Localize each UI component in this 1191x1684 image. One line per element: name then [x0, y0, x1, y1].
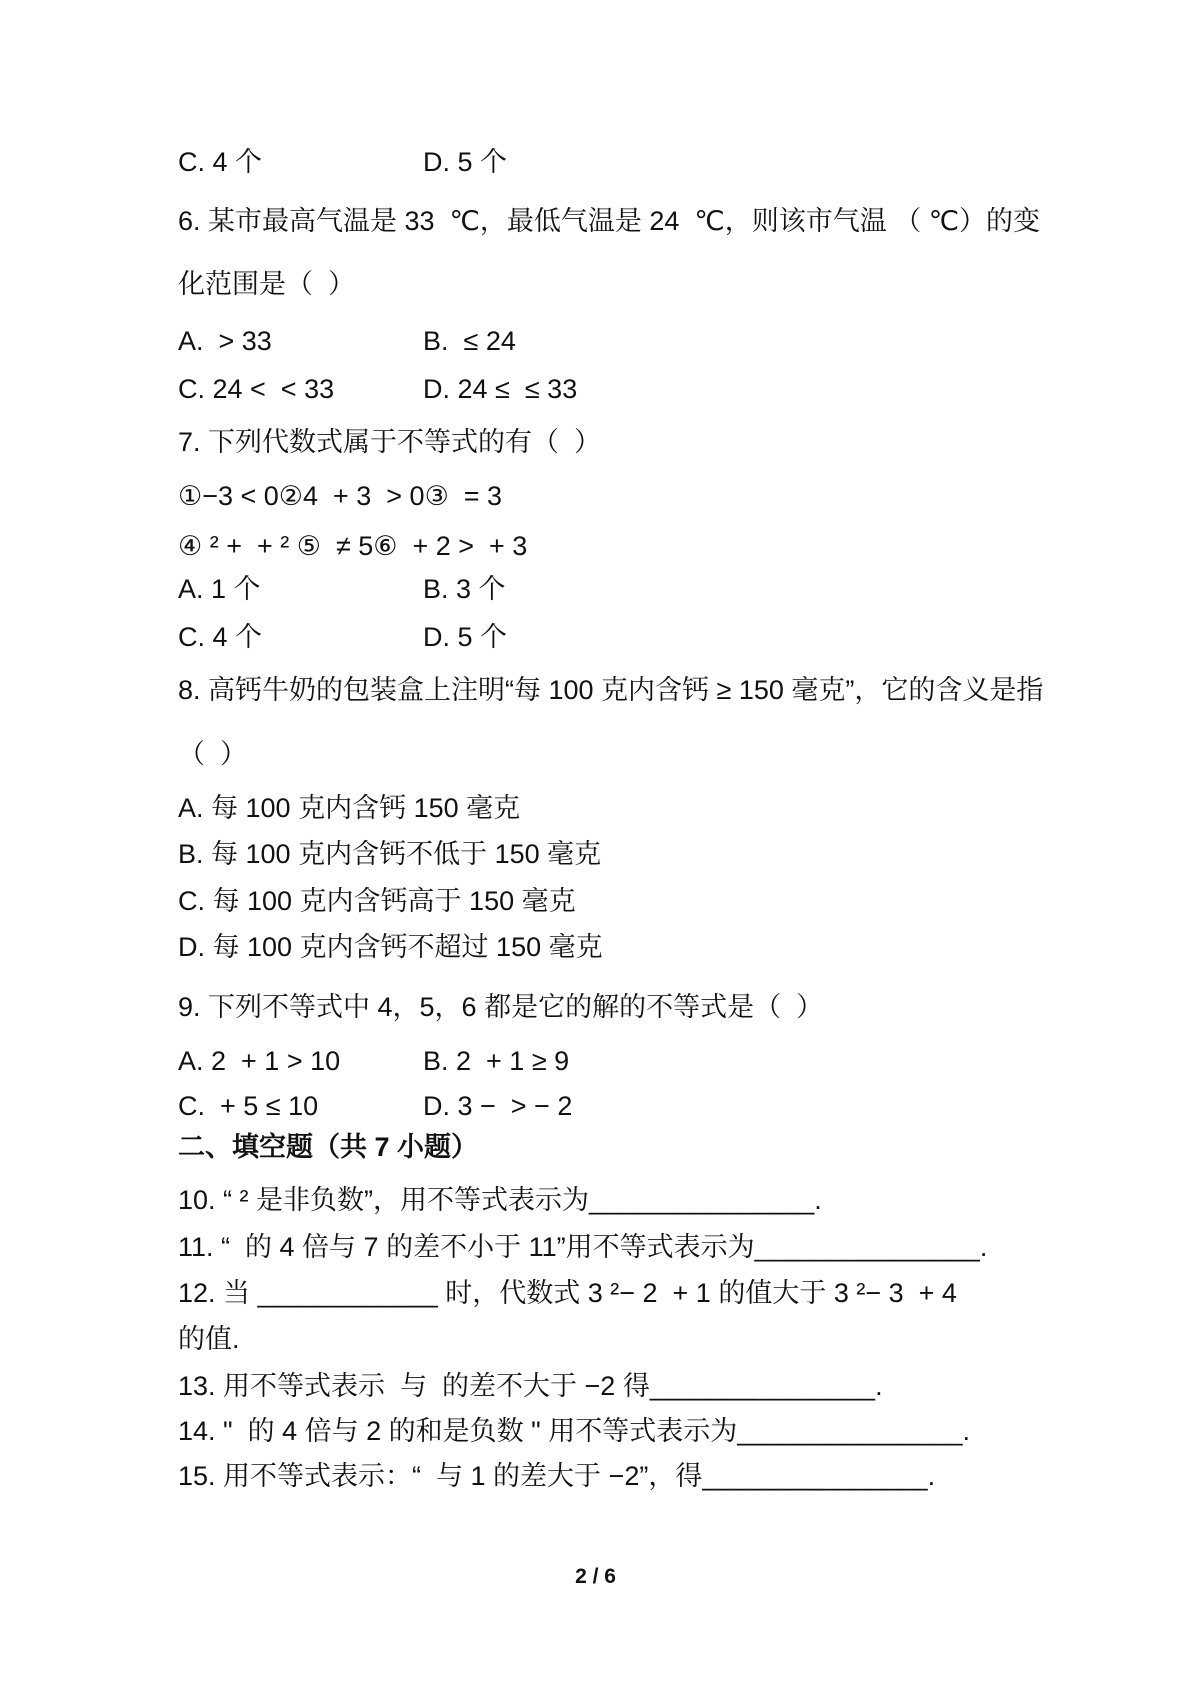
q7-options-row-cd — [178, 620, 1058, 654]
option-a: A. 2 + 1 > 10 — [178, 1046, 341, 1076]
question-7-items-1-3: ①−3 < 0②4 + 3 > 0③ = 3 — [178, 481, 503, 511]
q8-option-c: C. 每 100 克内含钙高于 150 毫克 — [178, 886, 576, 916]
q9-options-row-ab — [178, 1044, 1058, 1078]
q6-options-row-cd — [178, 372, 1058, 406]
question-11: 11. “ 的 4 倍与 7 的差不小于 11”用不等式表示为_______________. — [178, 1232, 988, 1262]
option-a: A. 1 个 — [178, 574, 261, 604]
option-c: C. + 5 ≤ 10 — [178, 1091, 319, 1121]
question-15: 15. 用不等式表示：“ 与 1 的差大于 −2”，得_______________. — [178, 1461, 936, 1491]
question-13: 13. 用不等式表示 与 的差不大于 −2 得_______________. — [178, 1371, 883, 1401]
option-a: A. > 33 — [178, 326, 272, 356]
question-12-line-2: 的值. — [178, 1324, 240, 1354]
option-c: C. 4 个 — [178, 622, 263, 652]
q6-options-row-ab — [178, 324, 1058, 358]
option-d: D. 3 − > − 2 — [423, 1091, 573, 1121]
question-6-line-1: 6. 某市最高气温是 33 ℃，最低气温是 24 ℃，则该市气温 （ ℃）的变 — [178, 206, 1041, 236]
option-c: C. 24 < < 33 — [178, 374, 335, 404]
option-d: D. 5 个 — [423, 147, 508, 177]
question-9-stem: 9. 下列不等式中 4，5，6 都是它的解的不等式是（ ） — [178, 992, 824, 1022]
question-12-line-1: 12. 当 ____________ 时，代数式 3 ²− 2 + 1 的值大于 3 ²− 3 + 4 — [178, 1278, 957, 1308]
q9-options-row-cd — [178, 1089, 1058, 1123]
option-b: B. 3 个 — [423, 574, 506, 604]
section-2-header: 二、填空题（共 7 小题） — [178, 1132, 479, 1162]
option-c: C. 4 个 — [178, 147, 263, 177]
question-8-stem: 8. 高钙牛奶的包装盒上注明“每 100 克内含钙 ≥ 150 毫克”，它的含义是指 — [178, 675, 1044, 705]
q8-option-d: D. 每 100 克内含钙不超过 150 毫克 — [178, 932, 603, 962]
q8-option-a: A. 每 100 克内含钙 150 毫克 — [178, 793, 521, 823]
option-b: B. 2 + 1 ≥ 9 — [423, 1046, 570, 1076]
page-number: 2 / 6 — [575, 1565, 616, 1588]
q7-options-row-ab — [178, 572, 1058, 606]
question-10: 10. “ ² 是非负数”，用不等式表示为_______________. — [178, 1185, 822, 1215]
question-7-items-4-6: ④ ² + + ² ⑤ ≠ 5⑥ + 2 > + 3 — [178, 531, 528, 561]
q8-option-b: B. 每 100 克内含钙不低于 150 毫克 — [178, 839, 602, 869]
question-8-brackets: （ ） — [178, 739, 248, 769]
option-d: D. 5 个 — [423, 622, 508, 652]
q5-options-row-cd — [178, 145, 1058, 179]
option-d: D. 24 ≤ ≤ 33 — [423, 374, 578, 404]
question-7-stem: 7. 下列代数式属于不等式的有（ ） — [178, 427, 602, 457]
question-14: 14. " 的 4 倍与 2 的和是负数 " 用不等式表示为_______________. — [178, 1416, 970, 1446]
question-6-line-2: 化范围是（ ） — [178, 269, 356, 299]
option-b: B. ≤ 24 — [423, 326, 516, 356]
